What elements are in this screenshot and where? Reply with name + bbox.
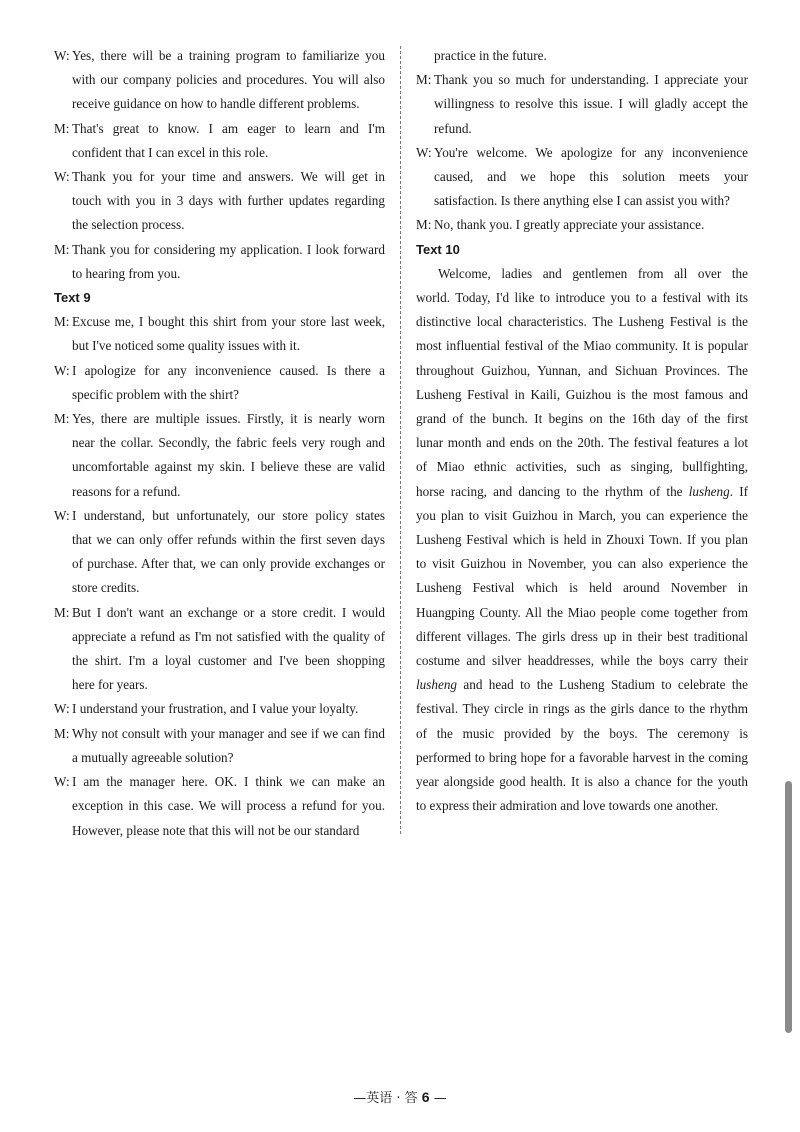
italic-term: lusheng	[416, 677, 458, 693]
section-heading: Text 10	[416, 241, 460, 257]
dialogue-line	[54, 697, 385, 721]
dialogue-text: Thank you for considering my application. I look forward	[72, 241, 385, 257]
paragraph-line: world. Today, I'd like to introduce you to a festival with its	[416, 290, 748, 306]
dialogue-line	[416, 44, 748, 68]
paragraph-line: Lusheng Festival in Kaili, Guizhou is the most famous and	[416, 386, 748, 402]
dialogue-text: that we can only offer refunds within the first seven days	[72, 532, 385, 548]
dialogue-line	[54, 819, 385, 843]
paragraph-line: throughout Guizhou, Yunnan, and Sichuan Provinces. The	[416, 362, 748, 378]
dialogue-line	[54, 601, 385, 625]
dialogue-text: However, please note that this will not be our standard	[72, 822, 360, 838]
paragraph-line: year alongside good health. It is also a chance for the youth	[416, 774, 748, 790]
dialogue-line	[416, 213, 748, 237]
dialogue-line	[54, 44, 385, 68]
dialogue-line	[54, 794, 385, 818]
column-divider	[400, 46, 401, 834]
dialogue-text: exception in this case. We will process a refund for you.	[72, 798, 385, 814]
dialogue-text: of purchase. After that, we can only provide exchanges or	[72, 556, 385, 572]
paragraph-line: Lusheng Festival which is held around November in	[416, 580, 748, 596]
speaker-label: W:	[54, 362, 70, 378]
dialogue-text: touch with you in 3 days with further updates regarding	[72, 193, 385, 209]
dialogue-text: near the collar. Secondly, the fabric feels very rough and	[72, 435, 385, 451]
paragraph-line: horse racing, and dancing to the rhythm of the lusheng. If	[416, 483, 748, 499]
paragraph-line: Lusheng Festival which is held in Zhouxi Town. If you plan	[416, 532, 748, 548]
dialogue-line	[54, 455, 385, 479]
dialogue-text: I am the manager here. OK. I think we can make an	[72, 774, 385, 790]
scrollbar-thumb[interactable]	[785, 781, 792, 1033]
speaker-label: M:	[54, 411, 70, 427]
paragraph-line: Welcome, ladies and gentlemen from all over the	[438, 265, 748, 281]
paragraph-line: distinctive local characteristics. The Lusheng Festival is the	[416, 314, 748, 330]
speaker-label: M:	[54, 241, 70, 257]
footer-suffix: —	[429, 1091, 447, 1106]
paragraph-line: grand of the bunch. It begins on the 16th day of the first	[416, 411, 748, 427]
dialogue-line	[54, 722, 385, 746]
dialogue-text: I apologize for any inconvenience caused. Is there a	[72, 362, 385, 378]
dialogue-line	[416, 141, 748, 165]
dialogue-line	[54, 238, 385, 262]
dialogue-line	[416, 189, 748, 213]
dialogue-line	[54, 673, 385, 697]
dialogue-text: but I've noticed some quality issues with it.	[72, 338, 300, 354]
dialogue-text: specific problem with the shirt?	[72, 386, 239, 402]
dialogue-line	[54, 383, 385, 407]
speaker-label: M:	[54, 604, 70, 620]
dialogue-text: But I don't want an exchange or a store credit. I would	[72, 604, 385, 620]
dialogue-line	[54, 213, 385, 237]
dialogue-line	[54, 431, 385, 455]
dialogue-text: here for years.	[72, 677, 148, 693]
dialogue-text: reasons for a refund.	[72, 483, 181, 499]
section-heading: Text 9	[54, 290, 91, 306]
dialogue-line	[54, 576, 385, 600]
dialogue-line	[54, 625, 385, 649]
dialogue-line	[54, 359, 385, 383]
paragraph-line: lunar month and ends on the 20th. The festival features a lot	[416, 435, 748, 451]
dialogue-line	[54, 141, 385, 165]
page-number: 6	[421, 1089, 430, 1105]
dialogue-text: confident that I can excel in this role.	[72, 144, 269, 160]
italic-term: lusheng	[688, 483, 730, 499]
left-column	[54, 44, 385, 843]
paragraph-line: you plan to visit Guizhou in March, you can experience the	[416, 507, 748, 523]
dialogue-text: receive guidance on how to handle different problems.	[72, 96, 360, 112]
paragraph-line: most influential festival of the Miao community. It is popular	[416, 338, 748, 354]
dialogue-line	[54, 552, 385, 576]
speaker-label: W:	[54, 774, 70, 790]
dialogue-line	[54, 746, 385, 770]
dialogue-text: the shirt. I'm a loyal customer and I've been shopping	[72, 653, 385, 669]
paragraph-line: festival. They circle in rings as the girls dance to the rhythm	[416, 701, 748, 717]
dialogue-line	[416, 165, 748, 189]
dialogue-text: uncomfortable against my skin. I believe these are valid	[72, 459, 385, 475]
dialogue-text: a mutually agreeable solution?	[72, 749, 234, 765]
dialogue-line	[54, 407, 385, 431]
dialogue-text: Thank you for your time and answers. We will get in	[72, 169, 385, 185]
speaker-label: M:	[416, 217, 432, 233]
dialogue-text: refund.	[434, 120, 472, 136]
paragraph-line: to visit Guizhou in November, you can also experience the	[416, 556, 748, 572]
dialogue-text: Yes, there are multiple issues. Firstly, it is nearly worn	[72, 411, 385, 427]
speaker-label: M:	[54, 725, 70, 741]
dialogue-line	[54, 310, 385, 334]
footer-prefix: —英语 · 答	[353, 1091, 422, 1106]
dialogue-text: That's great to know. I am eager to learn and I'm	[72, 120, 385, 136]
page-footer	[0, 1087, 800, 1106]
speaker-label: W:	[54, 507, 70, 523]
dialogue-text: I understand your frustration, and I value your loyalty.	[72, 701, 359, 717]
paragraph-line: performed to bring hope for a favorable harvest in the coming	[416, 749, 748, 765]
speaker-label: M:	[54, 120, 70, 136]
paragraph-line: to express their admiration and love towards one another.	[416, 798, 719, 814]
dialogue-text: You're welcome. We apologize for any inconvenience	[434, 144, 748, 160]
speaker-label: W:	[416, 144, 432, 160]
dialogue-line	[54, 189, 385, 213]
dialogue-line	[54, 92, 385, 116]
dialogue-text: Excuse me, I bought this shirt from your store last week,	[72, 314, 385, 330]
dialogue-line	[416, 68, 748, 92]
paragraph-line: lusheng and head to the Lusheng Stadium to celebrate the	[416, 677, 748, 693]
dialogue-text: willingness to resolve this issue. I will gladly accept the	[434, 96, 748, 112]
paragraph-line: costume and silver headdresses, while the boys carry their	[416, 653, 748, 669]
dialogue-text: Yes, there will be a training program to familiarize you	[72, 48, 385, 63]
dialogue-line	[54, 770, 385, 794]
dialogue-text: store credits.	[72, 580, 140, 596]
dialogue-text: with our company policies and procedures. You will also	[72, 72, 385, 88]
paragraph-line: different villages. The girls dress up in their best traditional	[416, 628, 748, 644]
dialogue-text: Thank you so much for understanding. I appreciate your	[434, 72, 748, 88]
dialogue-text: satisfaction. Is there anything else I can assist you with?	[434, 193, 730, 209]
dialogue-text: caused, and we hope this solution meets your	[434, 169, 748, 185]
paragraph-line: of the music provided by the boys. The ceremony is	[416, 725, 748, 741]
dialogue-text: I understand, but unfortunately, our store policy states	[72, 507, 385, 523]
dialogue-line	[54, 68, 385, 92]
dialogue-line	[54, 262, 385, 286]
dialogue-text: No, thank you. I greatly appreciate your assistance.	[434, 217, 705, 233]
speaker-label: M:	[416, 72, 432, 88]
paragraph-line: Huangping County. All the Miao people come together from	[416, 604, 748, 620]
speaker-label: M:	[54, 314, 70, 330]
dialogue-line	[54, 528, 385, 552]
dialogue-line	[54, 165, 385, 189]
speaker-label: W:	[54, 701, 70, 717]
dialogue-text: the selection process.	[72, 217, 185, 233]
dialogue-text: to hearing from you.	[72, 265, 181, 281]
speaker-label: W:	[54, 169, 70, 185]
dialogue-text: practice in the future.	[434, 48, 547, 63]
dialogue-line	[54, 334, 385, 358]
speaker-label: W:	[54, 48, 70, 63]
dialogue-line	[416, 92, 748, 116]
paragraph-line: of Miao ethnic activities, such as singing, bullfighting,	[416, 459, 748, 475]
dialogue-line	[416, 117, 748, 141]
right-column	[416, 44, 748, 819]
dialogue-text: Why not consult with your manager and see if we can find	[72, 725, 385, 741]
dialogue-line	[54, 117, 385, 141]
dialogue-line	[54, 480, 385, 504]
dialogue-text: appreciate a refund as I'm not satisfied with the quality of	[72, 628, 385, 644]
dialogue-line	[54, 504, 385, 528]
dialogue-line	[54, 649, 385, 673]
